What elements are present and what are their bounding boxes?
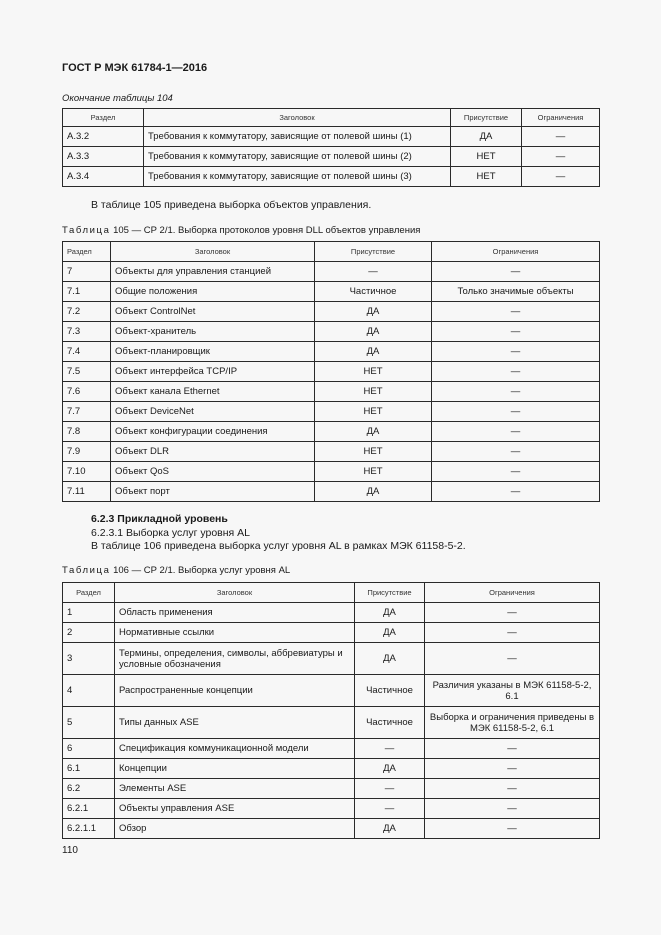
cell-title: Объект порт <box>111 482 315 502</box>
cell-presence: ДА <box>315 482 432 502</box>
cell-section: 3 <box>63 643 115 675</box>
cell-presence: НЕТ <box>451 167 522 187</box>
table-row <box>63 707 600 739</box>
table-header-row <box>63 583 600 603</box>
table-row <box>63 262 600 282</box>
cell-restrictions: — <box>425 623 600 643</box>
cell-section: 7.11 <box>63 482 111 502</box>
table-row <box>63 462 600 482</box>
cell-section: 2 <box>63 623 115 643</box>
table-row <box>63 282 600 302</box>
cell-section: A.3.4 <box>63 167 144 187</box>
table-row <box>63 167 600 187</box>
cell-title: Объект ControlNet <box>111 302 315 322</box>
cell-title: Объект QoS <box>111 462 315 482</box>
cell-title: Термины, определения, символы, аббревиатуры и условные обозначения <box>115 643 355 675</box>
cell-title: Требования к коммутатору, зависящие от полевой шины (3) <box>144 167 451 187</box>
table-row <box>63 402 600 422</box>
table-106-caption <box>62 565 290 576</box>
cell-section: 7.9 <box>63 442 111 462</box>
table-row <box>63 759 600 779</box>
cell-presence: НЕТ <box>315 402 432 422</box>
table-104-caption: Окончание таблицы 104 <box>62 93 173 104</box>
caption-prefix: Таблица <box>62 565 111 576</box>
cell-presence: Частичное <box>355 675 425 707</box>
document-header: ГОСТ Р МЭК 61784-1—2016 <box>62 62 208 74</box>
cell-title: Требования к коммутатору, зависящие от полевой шины (1) <box>144 127 451 147</box>
cell-presence: ДА <box>315 302 432 322</box>
cell-section: 7.7 <box>63 402 111 422</box>
cell-presence: Частичное <box>315 282 432 302</box>
cell-title: Типы данных ASE <box>115 707 355 739</box>
column-header: Раздел <box>63 109 144 127</box>
cell-title: Общие положения <box>111 282 315 302</box>
cell-title: Объект-хранитель <box>111 322 315 342</box>
table-row <box>63 779 600 799</box>
column-header: Раздел <box>63 242 111 262</box>
cell-presence: — <box>315 262 432 282</box>
cell-section: 7.8 <box>63 422 111 442</box>
cell-presence: ДА <box>355 603 425 623</box>
column-header: Присутствие <box>451 109 522 127</box>
cell-restrictions: — <box>425 603 600 623</box>
paragraph-105: В таблице 105 приведена выборка объектов управления. <box>91 199 372 211</box>
cell-restrictions: — <box>432 482 600 502</box>
cell-title: Спецификация коммуникационной модели <box>115 739 355 759</box>
column-header: Присутствие <box>315 242 432 262</box>
cell-title: Концепции <box>115 759 355 779</box>
cell-title: Область применения <box>115 603 355 623</box>
column-header: Заголовок <box>144 109 451 127</box>
column-header: Раздел <box>63 583 115 603</box>
cell-section: 7.2 <box>63 302 111 322</box>
cell-title: Требования к коммутатору, зависящие от полевой шины (2) <box>144 147 451 167</box>
table-105 <box>62 241 600 502</box>
cell-restrictions: — <box>425 643 600 675</box>
table-106 <box>62 582 600 839</box>
cell-restrictions: — <box>432 462 600 482</box>
cell-section: A.3.2 <box>63 127 144 147</box>
cell-presence: НЕТ <box>315 382 432 402</box>
cell-section: A.3.3 <box>63 147 144 167</box>
table-row <box>63 675 600 707</box>
cell-presence: НЕТ <box>315 442 432 462</box>
cell-restrictions: — <box>432 262 600 282</box>
cell-section: 6.1 <box>63 759 115 779</box>
table-row <box>63 322 600 342</box>
cell-title: Распространенные концепции <box>115 675 355 707</box>
cell-restrictions: — <box>522 147 600 167</box>
cell-presence: Частичное <box>355 707 425 739</box>
column-header: Присутствие <box>355 583 425 603</box>
table-row <box>63 127 600 147</box>
table-row <box>63 442 600 462</box>
cell-section: 7.6 <box>63 382 111 402</box>
cell-restrictions: Различия указаны в МЭК 61158-5-2, 6.1 <box>425 675 600 707</box>
cell-restrictions: — <box>432 302 600 322</box>
table-header-row <box>63 242 600 262</box>
table-104 <box>62 108 600 187</box>
cell-title: Нормативные ссылки <box>115 623 355 643</box>
cell-title: Объект конфигурации соединения <box>111 422 315 442</box>
cell-restrictions: — <box>432 382 600 402</box>
cell-presence: НЕТ <box>315 362 432 382</box>
table-row <box>63 147 600 167</box>
table-header-row <box>63 109 600 127</box>
table-row <box>63 643 600 675</box>
cell-restrictions: — <box>432 442 600 462</box>
column-header: Ограничения <box>522 109 600 127</box>
table-row <box>63 623 600 643</box>
cell-restrictions: — <box>432 422 600 442</box>
cell-presence: ДА <box>315 342 432 362</box>
cell-restrictions: — <box>432 402 600 422</box>
table-105-caption <box>62 225 420 236</box>
cell-restrictions: — <box>425 759 600 779</box>
cell-title: Объект DeviceNet <box>111 402 315 422</box>
cell-section: 5 <box>63 707 115 739</box>
cell-presence: НЕТ <box>315 462 432 482</box>
cell-section: 7.4 <box>63 342 111 362</box>
cell-presence: — <box>355 799 425 819</box>
cell-title: Объект канала Ethernet <box>111 382 315 402</box>
column-header: Заголовок <box>115 583 355 603</box>
page-number: 110 <box>62 845 78 856</box>
cell-title: Объект-планировщик <box>111 342 315 362</box>
cell-title: Объекты для управления станцией <box>111 262 315 282</box>
cell-section: 7.3 <box>63 322 111 342</box>
cell-restrictions: — <box>522 127 600 147</box>
paragraph-106: В таблице 106 приведена выборка услуг уровня AL в рамках МЭК 61158-5-2. <box>91 540 466 552</box>
caption-text: 105 — СР 2/1. Выборка протоколов уровня DLL объектов управления <box>113 225 421 236</box>
cell-section: 6.2.1.1 <box>63 819 115 839</box>
table-row <box>63 603 600 623</box>
cell-section: 6.2.1 <box>63 799 115 819</box>
caption-prefix: Таблица <box>62 225 111 236</box>
subsection-heading: 6.2.3.1 Выборка услуг уровня AL <box>91 527 250 539</box>
cell-presence: — <box>355 779 425 799</box>
column-header: Ограничения <box>425 583 600 603</box>
section-heading: 6.2.3 Прикладной уровень <box>91 513 228 525</box>
cell-section: 7 <box>63 262 111 282</box>
cell-title: Объект интерфейса TCP/IP <box>111 362 315 382</box>
cell-presence: — <box>355 739 425 759</box>
cell-restrictions: Только значимые объекты <box>432 282 600 302</box>
cell-title: Обзор <box>115 819 355 839</box>
caption-text: 106 — СР 2/1. Выборка услуг уровня AL <box>113 565 291 576</box>
table-row <box>63 422 600 442</box>
cell-restrictions: — <box>425 819 600 839</box>
table-row <box>63 302 600 322</box>
table-row <box>63 819 600 839</box>
cell-section: 7.1 <box>63 282 111 302</box>
column-header: Заголовок <box>111 242 315 262</box>
cell-restrictions: — <box>425 779 600 799</box>
cell-presence: ДА <box>355 623 425 643</box>
column-header: Ограничения <box>432 242 600 262</box>
cell-restrictions: — <box>425 739 600 759</box>
cell-restrictions: — <box>432 362 600 382</box>
cell-restrictions: — <box>432 322 600 342</box>
table-row <box>63 482 600 502</box>
table-row <box>63 739 600 759</box>
cell-section: 6.2 <box>63 779 115 799</box>
cell-presence: ДА <box>355 819 425 839</box>
cell-presence: НЕТ <box>451 147 522 167</box>
cell-restrictions: — <box>432 342 600 362</box>
cell-presence: ДА <box>315 422 432 442</box>
table-row <box>63 362 600 382</box>
cell-section: 6 <box>63 739 115 759</box>
cell-presence: ДА <box>315 322 432 342</box>
cell-section: 7.5 <box>63 362 111 382</box>
table-row <box>63 382 600 402</box>
cell-title: Элементы ASE <box>115 779 355 799</box>
cell-presence: ДА <box>451 127 522 147</box>
cell-title: Объекты управления ASE <box>115 799 355 819</box>
cell-restrictions: Выборка и ограничения приведены в МЭК 61158-5-2, 6.1 <box>425 707 600 739</box>
cell-presence: ДА <box>355 759 425 779</box>
table-row <box>63 342 600 362</box>
cell-section: 7.10 <box>63 462 111 482</box>
cell-section: 1 <box>63 603 115 623</box>
cell-restrictions: — <box>425 799 600 819</box>
cell-presence: ДА <box>355 643 425 675</box>
table-row <box>63 799 600 819</box>
cell-title: Объект DLR <box>111 442 315 462</box>
cell-section: 4 <box>63 675 115 707</box>
cell-restrictions: — <box>522 167 600 187</box>
